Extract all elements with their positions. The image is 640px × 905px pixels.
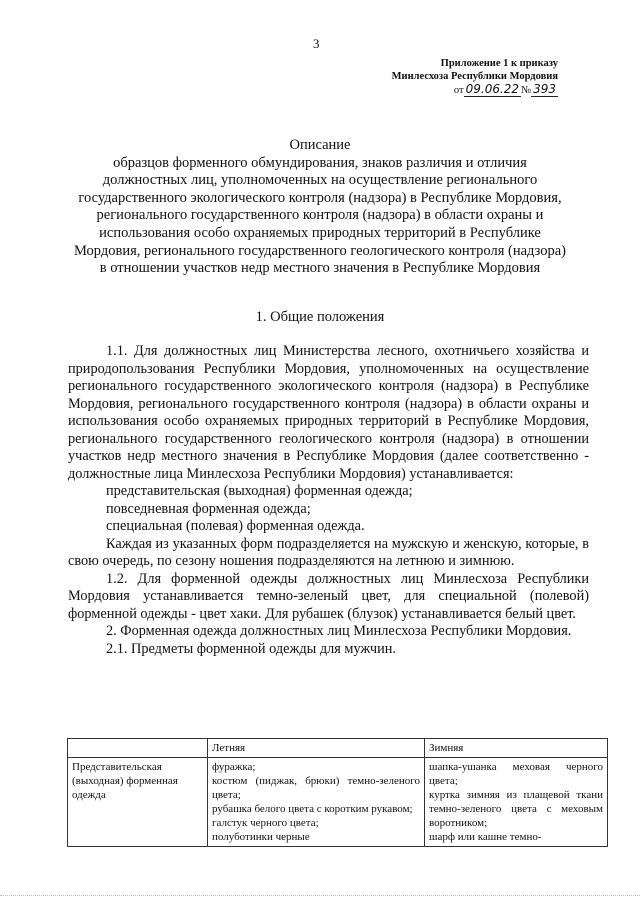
- title-heading: Описание: [289, 137, 351, 153]
- winter-item: шарф или кашне темно-: [429, 831, 542, 843]
- paragraph-2: 2. Форменная одежда должностных лиц Минлесхоза Республики Мордовия.: [106, 623, 572, 639]
- table-header-cell: Летняя: [208, 739, 425, 758]
- page-bottom-edge: [0, 895, 640, 897]
- summer-item: полуботинки черные: [212, 831, 310, 843]
- list-item: представительская (выходная) форменная одежда;: [106, 483, 413, 499]
- handwritten-date: 09.06.22: [465, 82, 520, 96]
- paragraph-1-1: 1.1. Для должностных лиц Министерства лесного, охотничьего хозяйства и природопользования Республики Мордовия, уполномоченных на осуществление регионального государственного экологического контроля (надзора) в Республике Мордовия, регионального государственного контроля (надзора) в области охраны и использования особо охраняемых природных территорий в Республике Мордовия, регионального государственного геологического контроля (надзора) в отношении участков недр местного значения в Республике Мордовия (далее соответственно - должностные лица Минлесхоза Республики Мордовия) устанавливается:: [68, 343, 589, 482]
- section-heading: 1. Общие положения: [255, 309, 385, 325]
- table-header-cell: [68, 739, 208, 758]
- appendix-header: [368, 57, 558, 97]
- summer-item: галстук черного цвета;: [212, 817, 319, 829]
- paragraph-2-1: 2.1. Предметы форменной одежды для мужчин.: [106, 640, 397, 657]
- appendix-date-number: [368, 83, 558, 97]
- winter-item: шапка-ушанка меховая черного цвета;: [429, 761, 603, 787]
- men-uniform-table: [67, 738, 608, 847]
- title-line: Мордовия, регионального государственного геологического контроля (надзора): [74, 242, 566, 259]
- summer-item: костюм (пиджак, брюки) темно-зеленого цвета;: [212, 775, 420, 801]
- summer-items-cell: [208, 758, 425, 847]
- title-line: образцов форменного обмундирования, знаков различия и отличия: [113, 154, 527, 171]
- category-cell: Представительская (выходная) форменная одежда: [68, 758, 208, 847]
- title-line: в отношении участков недр местного значения в Республике Мордовия: [99, 260, 541, 277]
- list-item: повседневная форменная одежда;: [106, 500, 311, 517]
- title-line: использования особо охраняемых природных территорий в Республике: [99, 224, 541, 241]
- handwritten-number: 393: [533, 82, 556, 96]
- title-line: регионального государственного контроля (надзора) в области охраны и: [96, 207, 544, 224]
- winter-items-cell: [425, 758, 608, 847]
- title-line: государственного экологического контроля (надзора) в Республике Мордовия,: [78, 189, 562, 206]
- date-prefix: от: [453, 85, 464, 96]
- summer-item: рубашка белого цвета с коротким рукавом;: [212, 803, 413, 815]
- paragraph-each-form: Каждая из указанных форм подразделяется на мужскую и женскую, которые, в свою очередь, по сезону ношения подразделяются на летнюю и зимнюю.: [68, 535, 589, 569]
- title-line: должностных лиц, уполномоченных на осуществление регионального: [102, 172, 538, 189]
- appendix-line-1: Приложение 1 к приказу: [440, 58, 558, 69]
- summer-item: фуражка;: [212, 761, 256, 773]
- body-text: [68, 343, 589, 658]
- number-sign: №: [521, 85, 532, 96]
- winter-item: куртка зимняя из плащевой ткани темно-зеленого цвета с меховым воротником;: [429, 789, 603, 829]
- document-title: [60, 137, 580, 278]
- table-row: [68, 758, 608, 847]
- paragraph-1-2: 1.2. Для форменной одежды должностных лиц Минлесхоза Республики Мордовия устанавливается темно-зеленый цвет, для специальной (полевой) форменной одежды - цвет хаки. Для рубашек (блузок) устанавливается белый цвет.: [68, 570, 589, 622]
- table-header-row: [68, 739, 608, 758]
- appendix-line-2: Минлесхоза Республики Мордовия: [391, 71, 558, 82]
- table-header-cell: Зимняя: [425, 739, 608, 758]
- page-number: 3: [313, 36, 320, 51]
- list-item: специальная (полевая) форменная одежда.: [106, 518, 365, 534]
